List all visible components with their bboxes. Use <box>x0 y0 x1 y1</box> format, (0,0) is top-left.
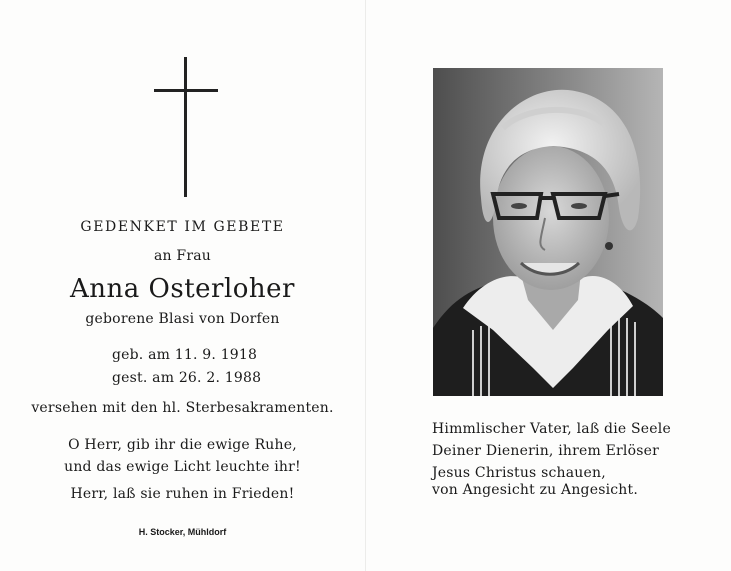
right-prayer-line-1: Himmlischer Vater, laß die Seele <box>432 421 671 437</box>
prayer-line-1: O Herr, gib ihr die ewige Ruhe, <box>68 437 297 453</box>
printer-credit: H. Stocker, Mühldorf <box>138 527 227 537</box>
right-prayer-line-2: Deiner Dienerin, ihrem Erlöser <box>432 443 659 459</box>
birth-date: geb. am 11. 9. 1918 <box>112 347 258 363</box>
right-prayer-line-3: Jesus Christus schauen, <box>432 465 606 481</box>
right-prayer-line-4: von Angesicht zu Angesicht. <box>432 482 638 498</box>
cross-vertical-bar <box>184 57 187 197</box>
death-date: gest. am 26. 2. 1988 <box>112 370 262 386</box>
left-panel <box>0 0 365 571</box>
maiden-name: geborene Blasi von Dorfen <box>85 311 280 327</box>
portrait-photo <box>433 68 663 396</box>
sacraments-line: versehen mit den hl. Sterbesakramenten. <box>31 400 334 416</box>
prayer-line-3: Herr, laß sie ruhen in Frieden! <box>70 486 295 502</box>
heading: GEDENKET IM GEBETE <box>80 219 285 235</box>
cross-horizontal-bar <box>154 89 218 92</box>
right-panel <box>366 0 731 571</box>
prayer-line-2: und das ewige Licht leuchte ihr! <box>64 459 301 475</box>
salutation: an Frau <box>154 248 211 264</box>
deceased-name: Anna Osterloher <box>70 274 295 304</box>
